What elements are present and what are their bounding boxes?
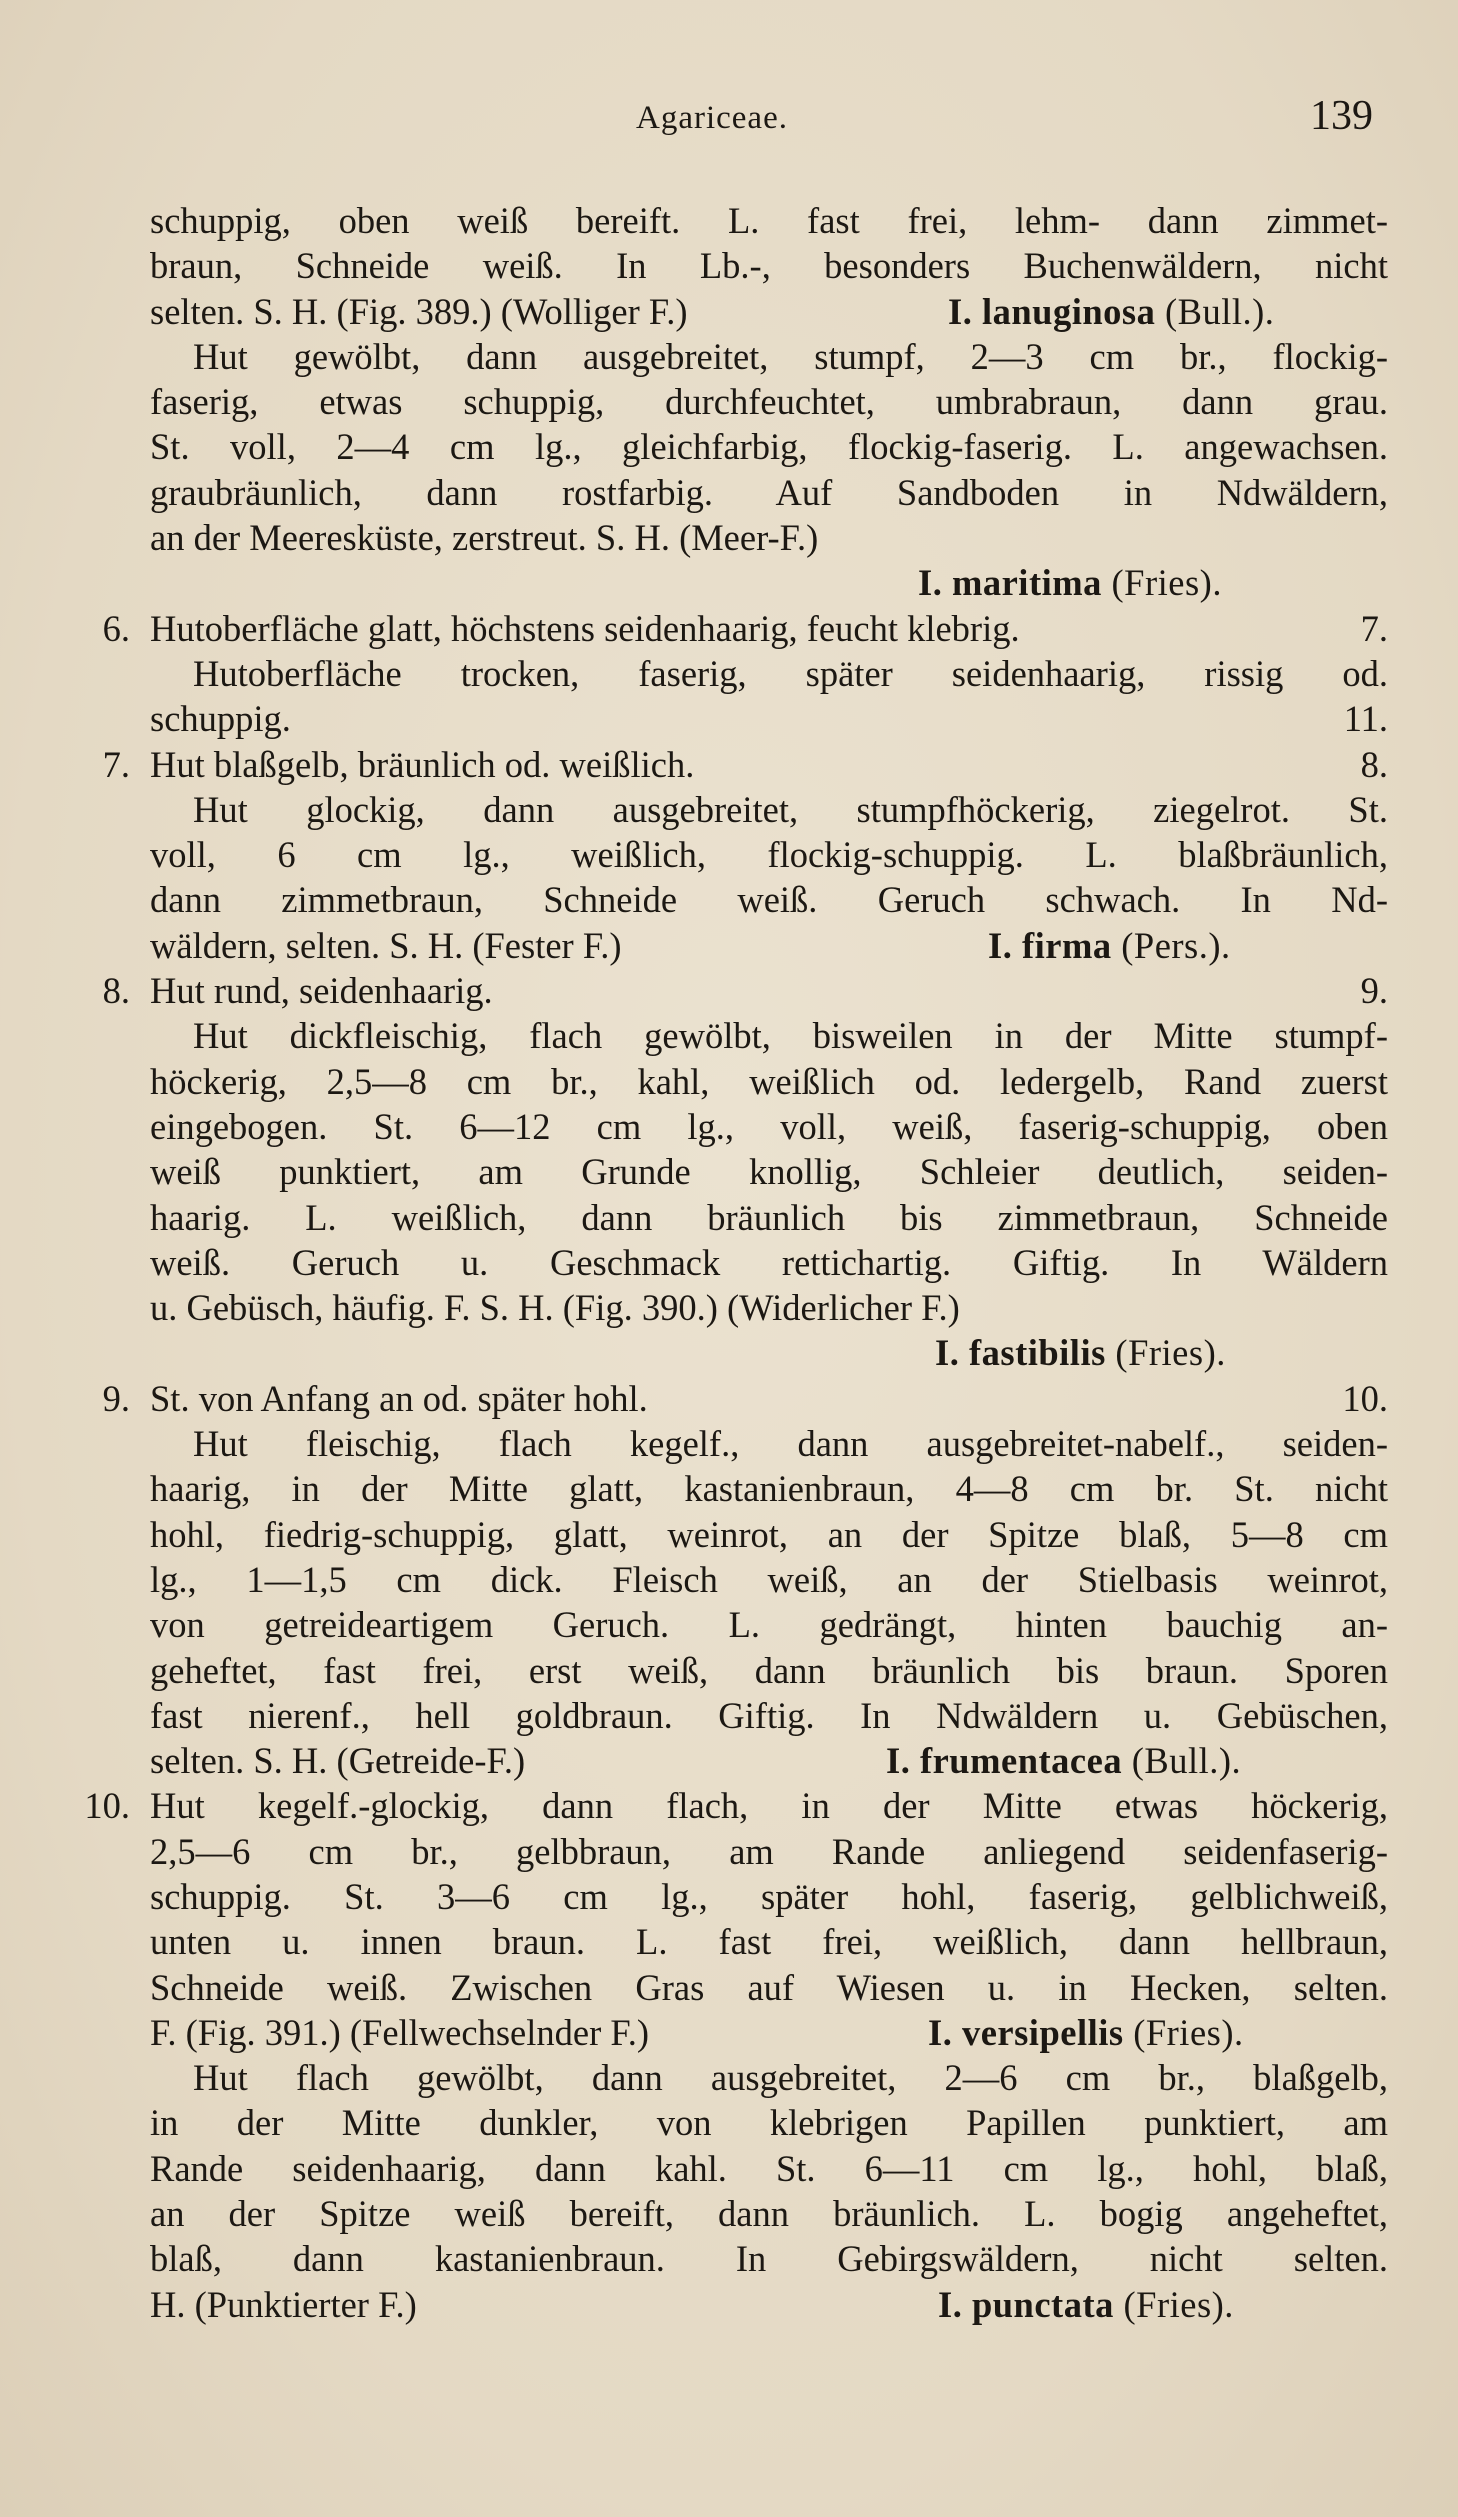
key-line: [0, 1783, 1458, 1828]
text-line: [0, 1285, 1458, 1330]
line-text: voll, 6 cm lg., weißlich, flockig-schuppig. L. blaßbräunlich,: [150, 834, 1388, 876]
line-text: Rande seidenhaarig, dann kahl. St. 6—11 cm lg., hohl, blaß,: [150, 2147, 1388, 2189]
key-line: [0, 606, 1458, 651]
line-text: selten. S. H. (Fig. 389.) (Wolliger F.): [150, 290, 688, 332]
species-epithet: I. lanuginosa: [948, 290, 1156, 332]
line-text: St. voll, 2—4 cm lg., gleichfarbig, flockig-faserig. L. angewachsen.: [150, 426, 1388, 468]
text-line: [0, 1059, 1458, 1104]
text-line: [0, 1330, 1458, 1375]
text-line: [0, 1829, 1458, 1874]
species-name: [988, 923, 1231, 968]
text-line: [0, 1240, 1458, 1285]
text-line: [0, 1195, 1458, 1240]
line-text: u. Gebüsch, häufig. F. S. H. (Fig. 390.) (Widerlicher F.): [150, 1287, 960, 1329]
line-text: haarig. L. weißlich, dann bräunlich bis zimmetbraun, Schneide: [150, 1196, 1388, 1238]
text-line: [0, 1602, 1458, 1647]
line-text: Hut rund, seidenhaarig.: [150, 970, 493, 1012]
key-number: 9.: [102, 1377, 130, 1419]
text-line: [0, 2055, 1458, 2100]
text-line: [0, 1648, 1458, 1693]
text-line: [0, 2010, 1458, 2055]
species-epithet: I. fastibilis: [935, 1332, 1106, 1374]
text-line: [0, 243, 1458, 288]
line-text: Hut fleischig, flach kegelf., dann ausgebreitet-nabelf., seiden-: [193, 1423, 1388, 1465]
line-text: 2,5—6 cm br., gelbbraun, am Rande anliegend seidenfaserig-: [150, 1830, 1388, 1872]
species-author: (Bull.).: [1131, 1740, 1242, 1782]
line-text: Hut dickfleischig, flach gewölbt, bisweilen in der Mitte stumpf-: [193, 1015, 1388, 1057]
line-text: Hutoberfläche trocken, faserig, später seidenhaarig, rissig od.: [193, 652, 1388, 694]
line-text: Hut glockig, dann ausgebreitet, stumpfhöckerig, ziegelrot. St.: [193, 788, 1388, 830]
running-title: Agariceae.: [636, 100, 788, 136]
key-line: [0, 1376, 1458, 1421]
text-line: [0, 1919, 1458, 1964]
text-line: [0, 1557, 1458, 1602]
text-line: [0, 1104, 1458, 1149]
line-text: wäldern, selten. S. H. (Fester F.): [150, 924, 622, 966]
species-epithet: I. firma: [988, 924, 1112, 966]
species-name: [928, 2010, 1244, 2055]
text-line: [0, 1149, 1458, 1194]
text-line: [0, 334, 1458, 379]
page-number: 139: [1310, 93, 1373, 139]
line-text: graubräunlich, dann rostfarbig. Auf Sandboden in Ndwäldern,: [150, 471, 1388, 513]
line-text: eingebogen. St. 6—12 cm lg., voll, weiß, faserig-schuppig, oben: [150, 1105, 1388, 1147]
line-text: schuppig. St. 3—6 cm lg., später hohl, faserig, gelblichweiß,: [150, 1875, 1388, 1917]
text-line: [0, 877, 1458, 922]
key-text: [0, 198, 1458, 2327]
line-text: Hut flach gewölbt, dann ausgebreitet, 2—6 cm br., blaßgelb,: [193, 2057, 1388, 2099]
text-line: [0, 515, 1458, 560]
species-author: (Fries).: [1123, 2283, 1234, 2325]
species-name: [948, 289, 1274, 334]
text-line: [0, 1013, 1458, 1058]
text-line: [0, 470, 1458, 515]
text-line: [0, 1965, 1458, 2010]
line-text: an der Meeresküste, zerstreut. S. H. (Meer-F.): [150, 517, 819, 559]
line-text: in der Mitte dunkler, von klebrigen Papillen punktiert, am: [150, 2102, 1388, 2144]
text-line: [0, 2282, 1458, 2327]
species-name: [938, 2282, 1234, 2327]
text-line: [0, 1512, 1458, 1557]
key-reference: 7.: [1360, 607, 1388, 649]
key-reference: 11.: [1343, 698, 1388, 740]
line-text: schuppig, oben weiß bereift. L. fast frei, lehm- dann zimmet-: [150, 200, 1388, 241]
line-text: höckerig, 2,5—8 cm br., kahl, weißlich od. ledergelb, Rand zuerst: [150, 1060, 1388, 1102]
species-author: (Bull.).: [1164, 290, 1275, 332]
text-line: [0, 1466, 1458, 1511]
species-name: [918, 560, 1222, 605]
line-text: dann zimmetbraun, Schneide weiß. Geruch schwach. In Nd-: [150, 879, 1388, 921]
line-text: hohl, fiedrig-schuppig, glatt, weinrot, an der Spitze blaß, 5—8 cm: [150, 1513, 1388, 1555]
line-text: St. von Anfang an od. später hohl.: [150, 1377, 648, 1419]
species-epithet: I. frumentacea: [886, 1740, 1123, 1782]
key-line: [0, 968, 1458, 1013]
text-line: [0, 2146, 1458, 2191]
key-line: [0, 742, 1458, 787]
species-epithet: I. maritima: [918, 562, 1102, 604]
text-line: [0, 2100, 1458, 2145]
species-author: (Fries).: [1111, 562, 1222, 604]
line-text: von getreideartigem Geruch. L. gedrängt, hinten bauchig an-: [150, 1604, 1388, 1646]
text-line: [0, 696, 1458, 741]
line-text: fast nierenf., hell goldbraun. Giftig. In Ndwäldern u. Gebüschen,: [150, 1694, 1388, 1736]
species-author: (Fries).: [1133, 2011, 1244, 2053]
text-line: [0, 2236, 1458, 2281]
key-number: 8.: [102, 970, 130, 1012]
text-line: [0, 424, 1458, 469]
key-reference: 8.: [1360, 743, 1388, 785]
species-author: (Pers.).: [1121, 924, 1231, 966]
line-text: H. (Punktierter F.): [150, 2283, 417, 2325]
species-epithet: I. versipellis: [928, 2011, 1124, 2053]
key-number: 6.: [102, 607, 130, 649]
line-text: braun, Schneide weiß. In Lb.-, besonders Buchenwäldern, nicht: [150, 245, 1388, 287]
line-text: weiß. Geruch u. Geschmack rettichartig. Giftig. In Wäldern: [150, 1241, 1388, 1283]
page-header: [0, 92, 1458, 152]
text-line: [0, 1738, 1458, 1783]
species-name: [935, 1330, 1226, 1375]
line-text: unten u. innen braun. L. fast frei, weißlich, dann hellbraun,: [150, 1921, 1388, 1963]
text-line: [0, 1874, 1458, 1919]
line-text: Hut kegelf.-glockig, dann flach, in der Mitte etwas höckerig,: [150, 1785, 1388, 1827]
line-text: an der Spitze weiß bereift, dann bräunlich. L. bogig angeheftet,: [150, 2193, 1388, 2235]
line-text: haarig, in der Mitte glatt, kastanienbraun, 4—8 cm br. St. nicht: [150, 1468, 1388, 1510]
line-text: Hut blaßgelb, bräunlich od. weißlich.: [150, 743, 695, 785]
key-number: 10.: [84, 1785, 130, 1827]
line-text: F. (Fig. 391.) (Fellwechselnder F.): [150, 2011, 650, 2053]
text-line: [0, 198, 1458, 243]
line-text: Hutoberfläche glatt, höchstens seidenhaarig, feucht klebrig.: [150, 607, 1020, 649]
line-text: weiß punktiert, am Grunde knollig, Schleier deutlich, seiden-: [150, 1151, 1388, 1193]
text-line: [0, 651, 1458, 696]
text-line: [0, 1421, 1458, 1466]
line-text: schuppig.: [150, 698, 291, 740]
species-author: (Fries).: [1115, 1332, 1226, 1374]
text-line: [0, 1693, 1458, 1738]
text-line: [0, 787, 1458, 832]
text-line: [0, 289, 1458, 334]
line-text: Schneide weiß. Zwischen Gras auf Wiesen u. in Hecken, selten.: [150, 1966, 1388, 2008]
key-reference: 10.: [1342, 1377, 1388, 1419]
text-line: [0, 560, 1458, 605]
line-text: lg., 1—1,5 cm dick. Fleisch weiß, an der Stielbasis weinrot,: [150, 1558, 1388, 1600]
species-name: [886, 1738, 1241, 1783]
key-number: 7.: [102, 743, 130, 785]
key-reference: 9.: [1360, 970, 1388, 1012]
line-text: selten. S. H. (Getreide-F.): [150, 1740, 526, 1782]
text-line: [0, 379, 1458, 424]
species-epithet: I. punctata: [938, 2283, 1114, 2325]
text-line: [0, 2191, 1458, 2236]
line-text: geheftet, fast frei, erst weiß, dann bräunlich bis braun. Sporen: [150, 1649, 1388, 1691]
line-text: Hut gewölbt, dann ausgebreitet, stumpf, 2—3 cm br., flockig-: [193, 335, 1388, 377]
text-line: [0, 832, 1458, 877]
line-text: blaß, dann kastanienbraun. In Gebirgswäldern, nicht selten.: [150, 2238, 1388, 2280]
line-text: faserig, etwas schuppig, durchfeuchtet, umbrabraun, dann grau.: [150, 381, 1388, 423]
text-line: [0, 923, 1458, 968]
